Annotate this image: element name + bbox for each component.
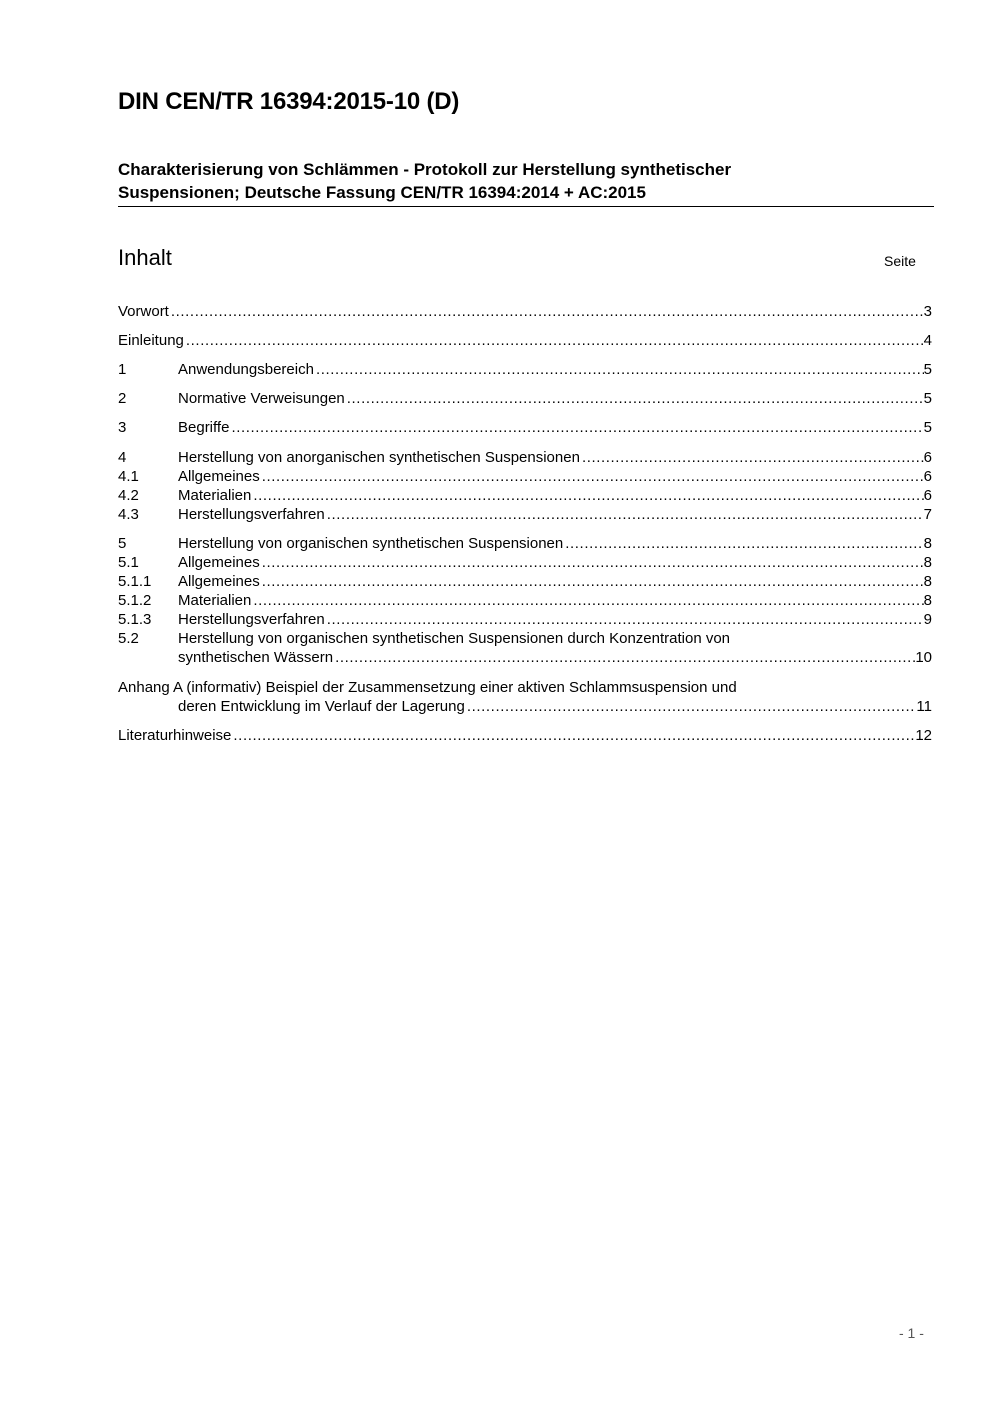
toc-entry-text: Allgemeines — [178, 573, 260, 590]
toc-entry-text: Herstellung von anorganischen synthetischen Suspensionen — [178, 449, 580, 466]
toc-entry-2[interactable] — [118, 389, 932, 408]
dot-leader — [262, 572, 924, 591]
toc-entry-number: 5.1.3 — [118, 611, 152, 628]
title-divider — [118, 206, 934, 207]
dot-leader — [335, 648, 915, 667]
toc-entry-page: 12 — [915, 727, 932, 744]
toc-entry-page: 6 — [923, 449, 932, 466]
toc-entry-text: Vorwort — [118, 303, 169, 320]
toc-entry-text: Normative Verweisungen — [178, 390, 345, 407]
toc-entry-number: 5.1.1 — [118, 573, 152, 590]
toc-entry-5-1[interactable] — [118, 553, 932, 572]
toc-entry-text: Herstellung von organischen synthetischen Suspensionen durch Konzentration von — [178, 630, 731, 647]
toc-entry-number: 4.1 — [118, 468, 139, 485]
toc-entry-4-2[interactable] — [118, 486, 932, 505]
subtitle-line: Charakterisierung von Schlämmen - Protokoll zur Herstellung synthetischer — [118, 160, 732, 179]
toc-entry-page: 5 — [923, 419, 932, 436]
toc-entry-5-1-2[interactable] — [118, 591, 932, 610]
toc-entry-page: 3 — [923, 303, 932, 320]
toc-entry-text: Herstellung von organischen synthetischen Suspensionen — [178, 535, 564, 552]
dot-leader — [262, 553, 924, 572]
toc-entry-1[interactable] — [118, 360, 932, 379]
dot-leader — [253, 591, 923, 610]
toc-entry-4-1[interactable] — [118, 467, 932, 486]
toc-entry-page: 5 — [923, 361, 932, 378]
page-column-label: Seite — [884, 253, 916, 269]
toc-entry-number: 2 — [118, 390, 127, 407]
dot-leader — [347, 389, 924, 408]
toc-entry-page: 6 — [923, 468, 932, 485]
toc-entry-page: 8 — [923, 573, 932, 590]
toc-entry-page: 6 — [923, 487, 932, 504]
toc-entry-text-continued: synthetischen Wässern — [178, 649, 334, 666]
dot-leader — [565, 534, 923, 553]
toc-entry-text: Herstellungsverfahren — [178, 506, 325, 523]
toc-entry-5-2[interactable] — [118, 629, 932, 667]
toc-entry-number: 5.1 — [118, 554, 139, 571]
subtitle-line: Suspensionen; Deutsche Fassung CEN/TR 16394:2014 + AC:2015 — [118, 183, 646, 202]
toc-entry-text: Anhang A (informativ) Beispiel der Zusammensetzung einer aktiven Schlammsuspension und — [118, 679, 737, 696]
toc-entry-number: 5.1.2 — [118, 592, 152, 609]
toc-entry-text: Einleitung — [118, 332, 184, 349]
toc-entry-page: 8 — [923, 592, 932, 609]
dot-leader — [582, 448, 924, 467]
toc-entry-text: Allgemeines — [178, 554, 260, 571]
dot-leader — [171, 302, 924, 321]
toc-entry-number: 4.2 — [118, 487, 139, 504]
toc-entry-literaturhinweise[interactable] — [118, 726, 932, 745]
page-number: - 1 - — [899, 1325, 924, 1341]
dot-leader — [186, 331, 924, 350]
toc-entry-page: 8 — [923, 535, 932, 552]
document-subtitle — [118, 158, 918, 204]
toc-entry-page: 8 — [923, 554, 932, 571]
toc-entry-number: 1 — [118, 361, 127, 378]
toc-entry-page: 7 — [923, 506, 932, 523]
toc-entry-number: 5 — [118, 535, 127, 552]
toc-entry-anhang-a[interactable] — [118, 678, 932, 716]
toc-entry-text: Herstellungsverfahren — [178, 611, 325, 628]
document-title: DIN CEN/TR 16394:2015-10 (D) — [118, 88, 460, 115]
dot-leader — [467, 697, 917, 716]
toc-entry-number: 4.3 — [118, 506, 139, 523]
toc-entry-4[interactable] — [118, 448, 932, 467]
toc-entry-page: 4 — [923, 332, 932, 349]
toc-entry-3[interactable] — [118, 418, 932, 437]
toc-entry-vorwort[interactable] — [118, 302, 932, 321]
dot-leader — [316, 360, 924, 379]
dot-leader — [327, 505, 924, 524]
toc-entry-4-3[interactable] — [118, 505, 932, 524]
toc-entry-text: Materialien — [178, 487, 252, 504]
toc-entry-page: 9 — [923, 611, 932, 628]
toc-entry-5-1-1[interactable] — [118, 572, 932, 591]
toc-entry-page: 5 — [923, 390, 932, 407]
toc-entry-text-continued: deren Entwicklung im Verlauf der Lagerung — [178, 698, 465, 715]
toc-entry-number: 3 — [118, 419, 127, 436]
toc-entry-5-1-3[interactable] — [118, 610, 932, 629]
toc-heading: Inhalt — [118, 245, 172, 270]
dot-leader — [262, 467, 924, 486]
dot-leader — [231, 418, 923, 437]
dot-leader — [233, 726, 915, 745]
toc-entry-text: Materialien — [178, 592, 252, 609]
toc-entry-page: 11 — [916, 698, 932, 715]
toc-entry-number: 5.2 — [118, 630, 139, 647]
toc-entry-text: Literaturhinweise — [118, 727, 232, 744]
toc-entry-text: Allgemeines — [178, 468, 260, 485]
toc-entry-text: Begriffe — [178, 419, 230, 436]
toc-entry-text: Anwendungsbereich — [178, 361, 314, 378]
dot-leader — [253, 486, 923, 505]
toc-entry-number: 4 — [118, 449, 127, 466]
toc-entry-page: 10 — [915, 649, 932, 666]
toc-entry-5[interactable] — [118, 534, 932, 553]
dot-leader — [327, 610, 924, 629]
toc-entry-einleitung[interactable] — [118, 331, 932, 350]
